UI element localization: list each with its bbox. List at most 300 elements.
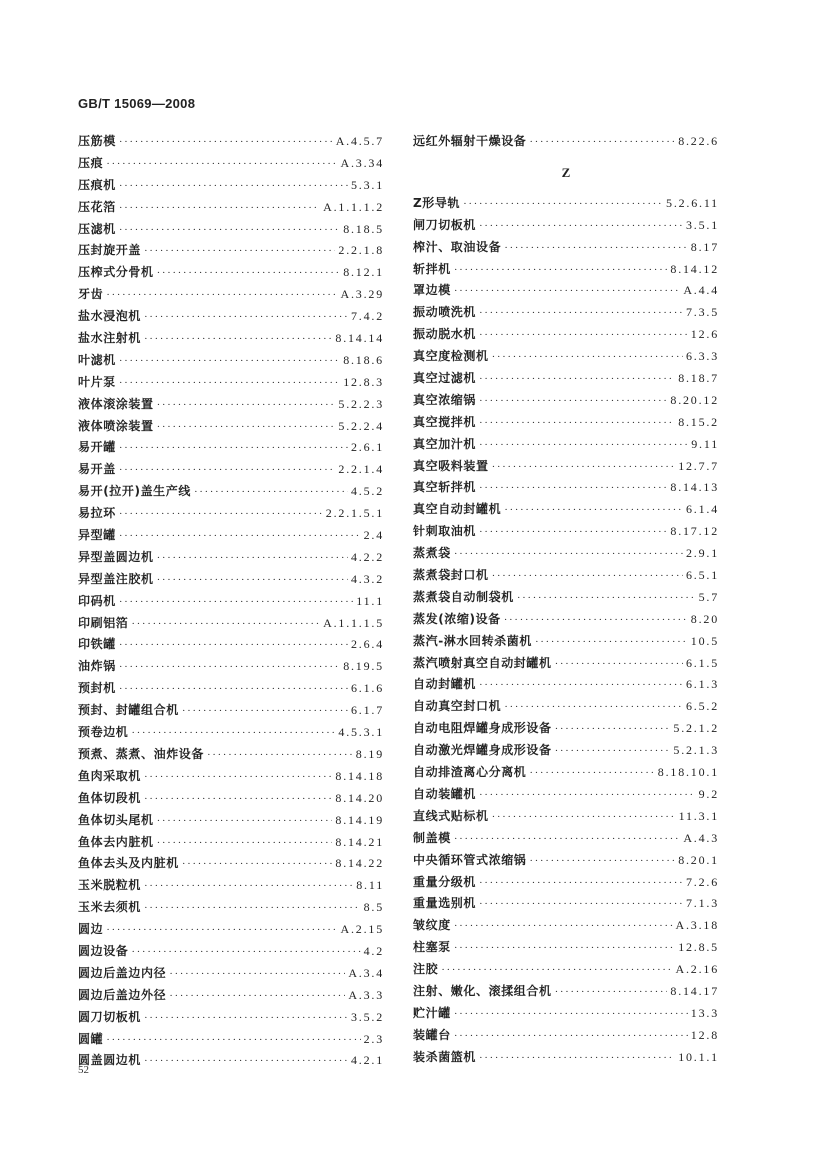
index-term: 圆盖圆边机 <box>78 1053 142 1068</box>
dot-leader <box>479 413 675 435</box>
dot-leader <box>144 307 348 329</box>
index-entry <box>78 350 384 372</box>
index-entry <box>413 959 719 981</box>
dot-leader <box>555 654 683 676</box>
dot-leader <box>157 811 333 833</box>
dot-leader <box>144 876 353 898</box>
index-entry <box>78 328 384 350</box>
index-term: 真空度检测机 <box>413 349 489 364</box>
index-reference: 6.1.3 <box>686 677 719 692</box>
dot-leader <box>517 588 696 610</box>
dot-leader <box>119 198 320 220</box>
index-reference: 5.2.1.2 <box>673 721 719 736</box>
index-term: 自动真空封口机 <box>413 699 502 714</box>
index-term: Z形导轨 <box>413 195 461 210</box>
dot-leader <box>119 504 323 526</box>
dot-leader <box>131 614 320 636</box>
index-reference: 6.5.2 <box>686 699 719 714</box>
dot-leader <box>169 964 345 986</box>
dot-leader <box>529 851 675 873</box>
index-entry <box>78 240 384 262</box>
dot-leader <box>492 807 676 829</box>
index-reference: 2.2.1.4 <box>338 462 384 477</box>
index-term: 玉米脱粒机 <box>78 878 142 893</box>
index-entry <box>413 937 719 959</box>
index-reference: 3.5.2 <box>351 1009 384 1024</box>
index-term: 印铁罐 <box>78 637 116 652</box>
index-reference: 5.2.2.3 <box>338 396 384 411</box>
dot-leader <box>479 894 683 916</box>
index-term: 针刺取油机 <box>413 524 477 539</box>
index-term: 注射、嫩化、滚揉组合机 <box>413 983 552 998</box>
index-reference: 5.2.2.4 <box>338 418 384 433</box>
index-term: 油炸锅 <box>78 659 116 674</box>
index-entry <box>78 853 384 875</box>
dot-leader <box>504 500 683 522</box>
dot-leader <box>479 478 667 500</box>
index-reference: 8.18.7 <box>678 371 719 386</box>
index-reference: 8.19.5 <box>343 659 384 674</box>
index-reference: 8.14.22 <box>335 856 384 871</box>
dot-leader <box>119 176 348 198</box>
index-reference: A.4.3 <box>683 830 719 845</box>
index-entry <box>78 810 384 832</box>
index-entry <box>78 656 384 678</box>
index-reference: 10.5 <box>690 633 719 648</box>
index-reference: 6.3.3 <box>686 349 719 364</box>
index-term: 真空吸料装置 <box>413 458 489 473</box>
index-reference: 8.18.6 <box>343 352 384 367</box>
dot-leader <box>555 719 671 741</box>
index-term: 鱼肉采取机 <box>78 768 142 783</box>
index-entry <box>413 674 719 696</box>
index-term: 圆边设备 <box>78 943 129 958</box>
dot-leader <box>454 829 681 851</box>
dot-leader <box>492 347 683 369</box>
index-entry <box>413 193 719 215</box>
index-reference: 8.14.17 <box>670 983 719 998</box>
index-term: 振动脱水机 <box>413 327 477 342</box>
index-entry <box>78 262 384 284</box>
index-reference: 8.14.14 <box>335 331 384 346</box>
index-reference: A.1.1.1.5 <box>323 615 384 630</box>
dot-leader <box>106 920 337 942</box>
index-term: 罩边模 <box>413 283 451 298</box>
index-term: 真空斩拌机 <box>413 480 477 495</box>
index-term: 圆边后盖边内径 <box>78 965 167 980</box>
index-reference: 12.8 <box>690 1027 719 1042</box>
index-reference: 8.18.10.1 <box>657 765 719 780</box>
index-term: 易开(拉开)盖生产线 <box>78 484 191 499</box>
index-entry <box>78 678 384 700</box>
page-number: 52 <box>78 1064 89 1076</box>
index-entry <box>78 832 384 854</box>
dot-leader <box>454 1004 688 1026</box>
index-term: 圆刀切板机 <box>78 1009 142 1024</box>
index-reference: 13.3 <box>690 1005 719 1020</box>
index-term: 柱塞泵 <box>413 940 451 955</box>
index-entry <box>78 875 384 897</box>
index-reference: A.3.34 <box>340 155 384 170</box>
index-reference: 8.14.18 <box>335 768 384 783</box>
index-entry <box>413 872 719 894</box>
index-reference: A.1.1.1.2 <box>323 199 384 214</box>
index-reference: 9.11 <box>691 436 719 451</box>
dot-leader <box>454 260 668 282</box>
index-term: 真空过滤机 <box>413 371 477 386</box>
dot-leader <box>157 417 336 439</box>
index-term: 真空浓缩锅 <box>413 392 477 407</box>
index-reference: 4.2.2 <box>351 549 384 564</box>
index-term: 玉米去须机 <box>78 900 142 915</box>
index-entry <box>413 368 719 390</box>
index-entry <box>413 346 719 368</box>
index-reference: 2.6.1 <box>351 440 384 455</box>
index-entry <box>78 219 384 241</box>
index-entry <box>78 613 384 635</box>
index-term: 异型盖注胶机 <box>78 571 154 586</box>
dot-leader <box>119 351 340 373</box>
index-entry <box>78 416 384 438</box>
index-entry <box>413 324 719 346</box>
index-reference: 7.2.6 <box>686 874 719 889</box>
index-entry <box>78 525 384 547</box>
index-reference: 8.14.21 <box>335 834 384 849</box>
index-term: 预封、封罐组合机 <box>78 703 179 718</box>
dot-leader <box>119 132 333 154</box>
index-reference: 7.3.5 <box>686 305 719 320</box>
index-entry <box>413 1047 719 1069</box>
index-entry <box>78 459 384 481</box>
index-term: 直线式贴标机 <box>413 808 489 823</box>
index-term: 压封旋开盖 <box>78 243 142 258</box>
index-term: 鱼体切头尾机 <box>78 812 154 827</box>
index-entry <box>78 1007 384 1029</box>
index-reference: 8.17 <box>690 239 719 254</box>
index-column-left <box>78 131 384 1072</box>
dot-leader <box>454 938 675 960</box>
dot-leader <box>106 154 337 176</box>
index-entry <box>78 569 384 591</box>
dot-leader <box>454 1026 688 1048</box>
index-entry <box>413 215 719 237</box>
index-entry <box>78 634 384 656</box>
index-term: 异型罐 <box>78 528 116 543</box>
index-reference: 8.15.2 <box>678 414 719 429</box>
dot-leader <box>555 741 671 763</box>
index-reference: 8.14.20 <box>335 790 384 805</box>
index-reference: A.2.15 <box>340 922 384 937</box>
dot-leader <box>535 632 688 654</box>
index-entry <box>413 543 719 565</box>
index-reference: 8.20.12 <box>670 392 719 407</box>
dot-leader <box>479 303 683 325</box>
index-entry <box>413 1003 719 1025</box>
index-term: 皱纹度 <box>413 918 451 933</box>
index-entry <box>78 788 384 810</box>
index-entry <box>78 503 384 525</box>
index-entry <box>413 631 719 653</box>
dot-leader <box>454 916 673 938</box>
index-entry <box>78 284 384 306</box>
index-entry <box>78 919 384 941</box>
index-reference: 4.5.2 <box>351 484 384 499</box>
index-term: 鱼体切段机 <box>78 790 142 805</box>
index-term: 异型盖圆边机 <box>78 549 154 564</box>
index-entry <box>413 828 719 850</box>
index-reference: A.3.29 <box>340 287 384 302</box>
index-term: 易开罐 <box>78 440 116 455</box>
dot-leader <box>479 435 688 457</box>
index-term: 重量选别机 <box>413 896 477 911</box>
index-reference: 3.5.1 <box>686 217 719 232</box>
index-entry <box>413 565 719 587</box>
index-entry <box>78 153 384 175</box>
index-reference: 4.3.2 <box>351 571 384 586</box>
index-term: 叶滤机 <box>78 352 116 367</box>
index-reference: 8.20 <box>690 611 719 626</box>
index-term: 印码机 <box>78 593 116 608</box>
index-entry <box>413 456 719 478</box>
index-term: 注胶 <box>413 962 439 977</box>
index-reference: 7.1.3 <box>686 896 719 911</box>
index-entry <box>78 437 384 459</box>
index-reference: 2.3 <box>363 1031 384 1046</box>
index-entry <box>413 696 719 718</box>
index-term: 中央循环管式浓缩锅 <box>413 852 527 867</box>
dot-leader <box>207 745 353 767</box>
dot-leader <box>144 241 335 263</box>
dot-leader <box>106 1030 360 1052</box>
index-reference: 5.3.1 <box>351 177 384 192</box>
dot-leader <box>479 216 683 238</box>
dot-leader <box>454 281 681 303</box>
index-term: 鱼体去内脏机 <box>78 834 154 849</box>
index-reference: 2.9.1 <box>686 546 719 561</box>
index-reference: 6.1.7 <box>351 703 384 718</box>
dot-leader <box>119 460 336 482</box>
index-reference: 10.1.1 <box>678 1049 719 1064</box>
index-reference: 8.17.12 <box>670 524 719 539</box>
index-term: 蒸煮袋自动制袋机 <box>413 589 514 604</box>
index-reference: 8.12.1 <box>343 265 384 280</box>
index-entry <box>78 744 384 766</box>
index-term: 压痕机 <box>78 177 116 192</box>
index-term: 压花箔 <box>78 199 116 214</box>
dot-leader <box>119 526 361 548</box>
index-entry <box>78 941 384 963</box>
dot-leader <box>479 325 688 347</box>
index-term: 鱼体去头及内脏机 <box>78 856 179 871</box>
dot-leader <box>119 635 348 657</box>
dot-leader <box>479 785 696 807</box>
dot-leader <box>144 789 332 811</box>
index-reference: A.4.5.7 <box>335 134 384 148</box>
dot-leader <box>144 1051 348 1073</box>
index-entry <box>413 521 719 543</box>
index-entry <box>413 434 719 456</box>
index-reference: 8.22.6 <box>678 134 719 148</box>
dot-leader <box>479 391 667 413</box>
index-term: 圆边后盖边外径 <box>78 987 167 1002</box>
index-entry <box>413 259 719 281</box>
index-term: 斩拌机 <box>413 261 451 276</box>
dot-leader <box>182 854 333 876</box>
index-term: 真空搅拌机 <box>413 414 477 429</box>
index-term: 真空自动封罐机 <box>413 502 502 517</box>
dot-leader <box>454 544 683 566</box>
index-entry <box>78 394 384 416</box>
index-term: 真空加汁机 <box>413 436 477 451</box>
index-reference: 8.19 <box>355 746 384 761</box>
index-reference: 7.4.2 <box>351 309 384 324</box>
dot-leader <box>119 592 353 614</box>
index-reference: 8.20.1 <box>678 852 719 867</box>
index-reference: 8.11 <box>356 878 384 893</box>
dot-leader <box>157 263 341 285</box>
index-entry <box>78 897 384 919</box>
index-reference: 2.4 <box>363 528 384 543</box>
index-term: 圆边 <box>78 922 104 937</box>
index-entry <box>78 722 384 744</box>
index-term: 印刷铝箔 <box>78 615 129 630</box>
index-term: 远红外辐射干燥设备 <box>413 134 527 148</box>
index-reference: 9.2 <box>698 786 719 801</box>
index-entry <box>78 547 384 569</box>
index-entry <box>413 718 719 740</box>
index-entry <box>413 302 719 324</box>
index-reference: A.4.4 <box>683 283 719 298</box>
index-term: 振动喷洗机 <box>413 305 477 320</box>
index-reference: 5.7 <box>698 589 719 604</box>
index-entry <box>78 985 384 1007</box>
index-reference: 2.2.1.8 <box>338 243 384 258</box>
index-term: 蒸煮袋封口机 <box>413 568 489 583</box>
index-term: 压痕 <box>78 155 104 170</box>
index-entry <box>413 784 719 806</box>
dot-leader <box>479 522 667 544</box>
index-entry <box>413 587 719 609</box>
index-entry <box>413 740 719 762</box>
dot-leader <box>479 369 675 391</box>
index-term: 贮汁罐 <box>413 1005 451 1020</box>
index-reference: 6.1.6 <box>351 681 384 696</box>
index-entry <box>413 850 719 872</box>
dot-leader <box>119 438 348 460</box>
index-reference: 5.2.6.11 <box>666 195 719 210</box>
index-entry <box>413 893 719 915</box>
dot-leader <box>119 679 348 701</box>
index-term: 闸刀切板机 <box>413 217 477 232</box>
index-entry <box>413 280 719 302</box>
index-term: 液体喷涂装置 <box>78 418 154 433</box>
dot-leader <box>106 285 337 307</box>
index-term: 易拉环 <box>78 506 116 521</box>
index-column-right <box>413 131 719 1069</box>
index-term: 压筋模 <box>78 134 116 148</box>
index-entry <box>78 1050 384 1072</box>
dot-leader <box>441 960 672 982</box>
dot-leader <box>529 763 654 785</box>
dot-leader <box>182 701 348 723</box>
index-entry <box>413 915 719 937</box>
index-reference: 4.5.3.1 <box>338 725 384 740</box>
dot-leader <box>131 723 335 745</box>
dot-leader <box>157 395 336 417</box>
dot-leader <box>479 873 683 895</box>
index-term: 装杀菌篮机 <box>413 1049 477 1064</box>
index-reference: A.2.16 <box>675 962 719 977</box>
index-term: 自动排渣离心分离机 <box>413 765 527 780</box>
index-reference: 6.5.1 <box>686 568 719 583</box>
index-entry <box>413 806 719 828</box>
index-reference: 2.6.4 <box>351 637 384 652</box>
index-term: 液体滚涂装置 <box>78 396 154 411</box>
section-letter-heading: Z <box>561 164 571 180</box>
dot-leader <box>119 657 340 679</box>
index-entry <box>78 591 384 613</box>
index-reference: 2.2.1.5.1 <box>325 506 384 521</box>
index-reference: A.3.3 <box>348 987 384 1002</box>
dot-leader <box>144 898 361 920</box>
index-entry <box>78 963 384 985</box>
index-entry <box>78 175 384 197</box>
index-term: 制盖模 <box>413 830 451 845</box>
index-term: 牙齿 <box>78 287 104 302</box>
index-reference: 6.1.4 <box>686 502 719 517</box>
index-entry <box>413 653 719 675</box>
index-reference: 12.6 <box>690 327 719 342</box>
index-entry <box>413 237 719 259</box>
index-entry <box>78 700 384 722</box>
dot-leader <box>169 986 345 1008</box>
index-term: 蒸发(浓缩)设备 <box>413 611 501 626</box>
dot-leader <box>463 194 663 216</box>
index-term: 榨汁、取油设备 <box>413 239 502 254</box>
index-entry <box>78 372 384 394</box>
dot-leader <box>194 482 348 504</box>
dot-leader <box>157 570 348 592</box>
index-entry <box>413 499 719 521</box>
dot-leader <box>144 329 332 351</box>
index-reference: 8.14.13 <box>670 480 719 495</box>
index-term: 自动电阻焊罐身成形设备 <box>413 721 552 736</box>
index-entry <box>413 1025 719 1047</box>
index-entry <box>78 197 384 219</box>
index-entry <box>413 412 719 434</box>
dot-leader <box>492 566 683 588</box>
index-entry <box>413 131 719 153</box>
dot-leader <box>157 833 333 855</box>
dot-leader <box>119 373 340 395</box>
index-term: 压滤机 <box>78 221 116 236</box>
index-entry <box>78 1029 384 1051</box>
index-reference: A.3.18 <box>675 918 719 933</box>
index-term: 自动装罐机 <box>413 786 477 801</box>
dot-leader <box>504 238 688 260</box>
index-term: 自动封罐机 <box>413 677 477 692</box>
index-reference: 4.2 <box>363 943 384 958</box>
index-term: 蒸汽喷射真空自动封罐机 <box>413 655 552 670</box>
index-reference: 4.2.1 <box>351 1053 384 1068</box>
dot-leader <box>144 767 332 789</box>
index-term: 盐水注射机 <box>78 331 142 346</box>
index-reference: 11.3.1 <box>678 808 719 823</box>
index-reference: 8.18.5 <box>343 221 384 236</box>
dot-leader <box>555 982 668 1004</box>
index-reference: 8.14.12 <box>670 261 719 276</box>
index-term: 自动激光焊罐身成形设备 <box>413 743 552 758</box>
